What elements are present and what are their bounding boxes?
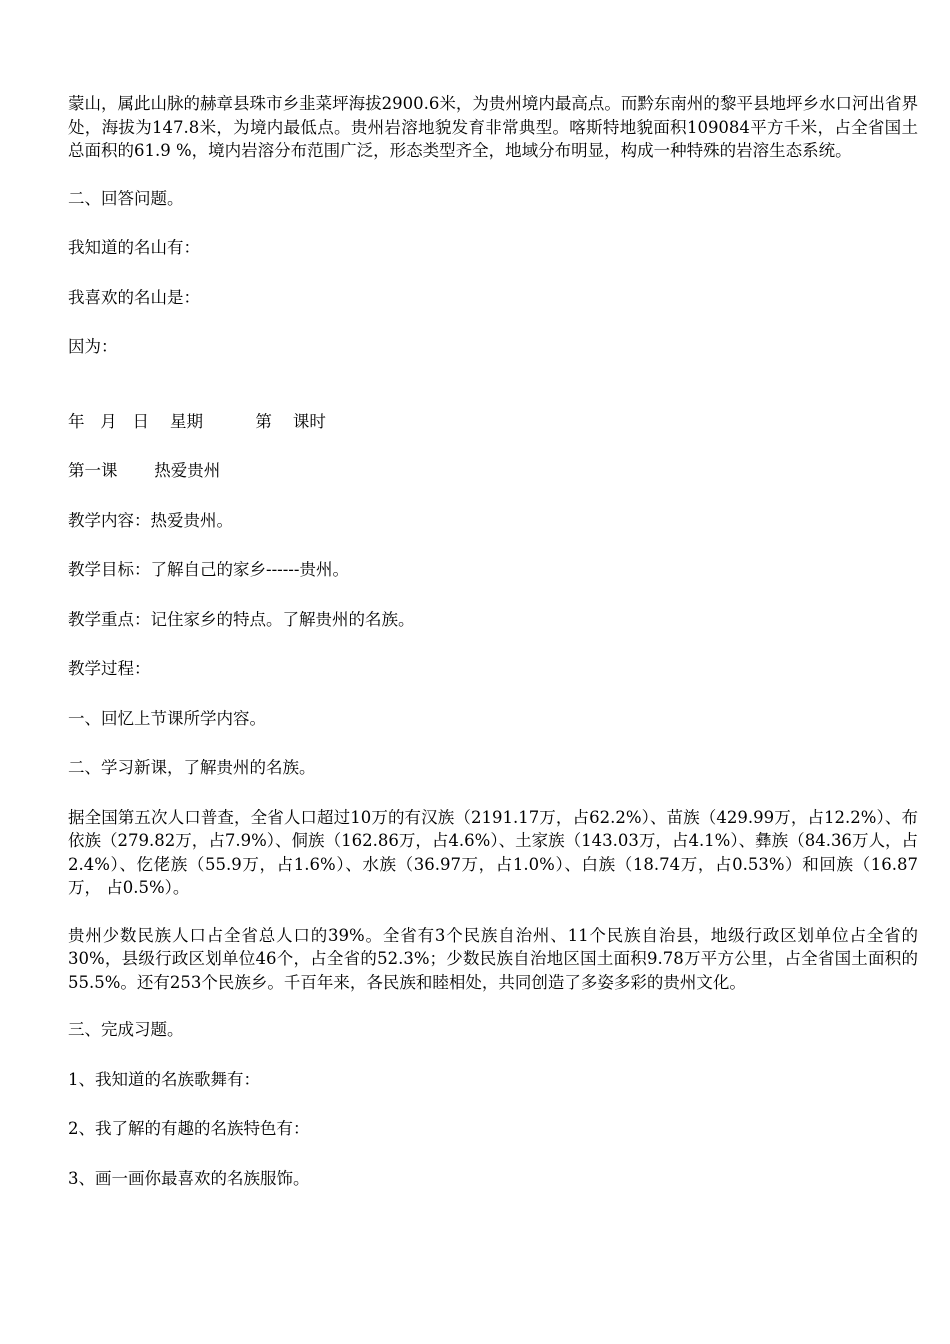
teaching-goal: 教学目标：了解自己的家乡------贵州。 <box>68 560 349 579</box>
teaching-process: 教学过程： <box>68 659 151 678</box>
step-one: 一、回忆上节课所学内容。 <box>68 708 266 728</box>
census-paragraph: 据全国第五次人口普查，全省人口超过10万的有汉族（2191.17万，占62.2%）、苗族（429.99万，占12.2%）、布依族（279.82万，占7.9%）、侗族（162.86万，占4.6%）、土家族（143.03万，占4.1%）、彝族（84.36万人，占2.4%）、仡佬族（55.9万，占1.6%）、水族（36.97万，占1.0%）、白族（18.74万，占0.53%）和回族（16.87万， 占0.5%）。 <box>68 807 918 897</box>
question-because: 因为： <box>68 337 118 356</box>
step-two: 二、学习新课，了解贵州的名族。 <box>68 758 316 777</box>
lesson-title: 第一课 热爱贵州 <box>68 461 221 480</box>
teaching-content: 教学内容：热爱贵州。 <box>68 510 233 530</box>
exercise-3: 3、画一画你最喜欢的名族服饰。 <box>68 1168 310 1188</box>
step-three: 三、完成习题。 <box>68 1020 184 1039</box>
teaching-focus: 教学重点：记住家乡的特点。了解贵州的名族。 <box>68 609 415 629</box>
exercise-1: 1、我知道的名族歌舞有： <box>68 1069 260 1089</box>
question-favorite-mountain: 我喜欢的名山是： <box>68 287 200 307</box>
intro-paragraph: 蒙山，属此山脉的赫章县珠市乡韭菜坪海拔2900.6米，为贵州境内最高点。而黔东南州的黎平县地坪乡水口河出省界处，海拔为147.8米，为境内最低点。贵州岩溶地貌发育非常典型。喀斯特地貌面积109084平方千米，占全省国土总面积的61.9 %，境内岩溶分布范围广泛，形态类型齐全，地域分布明显，构成一种特殊的岩溶生态系统。 <box>68 94 918 160</box>
section-two-heading: 二、回答问题。 <box>68 188 184 208</box>
minority-paragraph: 贵州少数民族人口占全省总人口的39%。全省有3个民族自治州、11个民族自治县，地级行政区划单位占全省的30%，县级行政区划单位46个，占全省的52.3%；少数民族自治地区国土面积9.78万平方公里，占全省国土面积的55.5%。还有253个民族乡。千百年来，各民族和睦相处，共同创造了多姿多彩的贵州文化。 <box>68 925 918 992</box>
document-page <box>68 92 918 1190</box>
date-line: 年 月 日 星期 第 课时 <box>68 411 326 431</box>
exercise-2: 2、我了解的有趣的名族特色有： <box>68 1119 310 1138</box>
question-known-mountains: 我知道的名山有： <box>68 238 200 257</box>
